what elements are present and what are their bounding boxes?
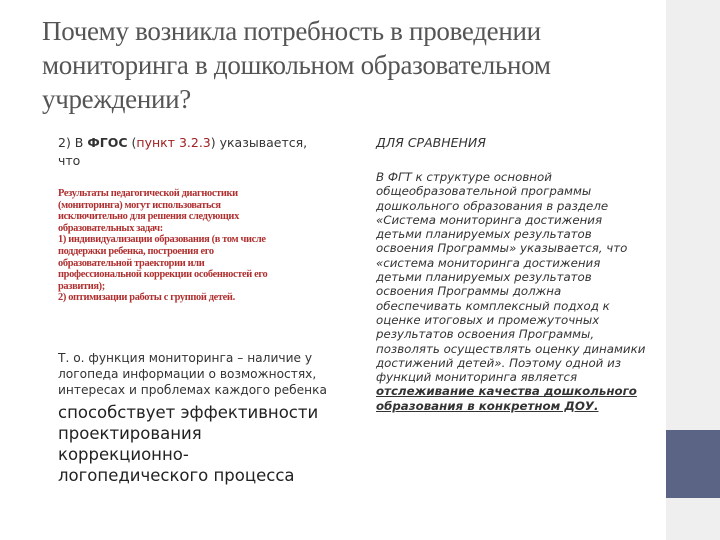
quote-line: 2) оптимизации работы с группой детей.: [58, 292, 235, 304]
slide-title: Почему возникла потребность в проведении мониторинга в дошкольном образовательном учреждении?: [42, 16, 551, 114]
conclusion-text: способствует эффективности проектирования коррекционно-логопедического процесса: [58, 402, 319, 485]
left-heading: [58, 134, 333, 170]
quote-line: развития);: [58, 280, 105, 292]
sidebar-accent: [666, 430, 720, 498]
heading-paren-open: (: [127, 135, 137, 150]
quote-line: профессиональной коррекции особенностей его: [58, 269, 268, 281]
fgt-body: [376, 170, 646, 413]
right-column: [376, 134, 646, 413]
heading-suffix: указывается, что: [58, 135, 308, 168]
monitoring-summary: Т. о. функция мониторинга – наличие у логопеда информации о возможностях, интересах и проблемах каждого ребенка: [58, 350, 327, 397]
comparison-heading: ДЛЯ СРАВНЕНИЯ: [376, 135, 486, 150]
quote-line: поддержки ребенка, построения его: [58, 245, 214, 257]
heading-point: пункт 3.2.3: [136, 135, 211, 150]
fgt-body-main: В ФГТ к структуре основной общеобразовательной программы дошкольного образования в разделе «Система мониторинга достижения детьми планируемых результатов освоения Программы» указывается, что «система мониторинга достижения детьми планируемых результатов освоения Программы должна обеспечивать комплексный подход к оценке итоговых и промежуточных результатов освоения Программы, позволять осуществлять оценку динамики достижений детей». Поэтому одной из функций мониторинга является: [376, 170, 646, 385]
quote-line: (мониторинга) могут использоваться: [58, 199, 221, 211]
quote-line: исключительно для решения следующих: [58, 211, 239, 223]
fgos-quote: [58, 188, 333, 304]
heading-prefix: 2) В: [58, 135, 88, 150]
quote-line: 1) индивидуализации образования (в том числе: [58, 234, 266, 246]
fgt-body-emphasis: отслеживание качества дошкольного образования в конкретном ДОУ.: [376, 384, 637, 413]
quote-line: образовательных задач:: [58, 222, 163, 234]
left-column: [58, 134, 333, 486]
heading-paren-close: ): [210, 135, 216, 150]
quote-line: Результаты педагогической диагностики: [58, 188, 238, 199]
quote-line: образовательной траектории или: [58, 257, 205, 269]
heading-fgos: ФГОС: [87, 135, 128, 150]
